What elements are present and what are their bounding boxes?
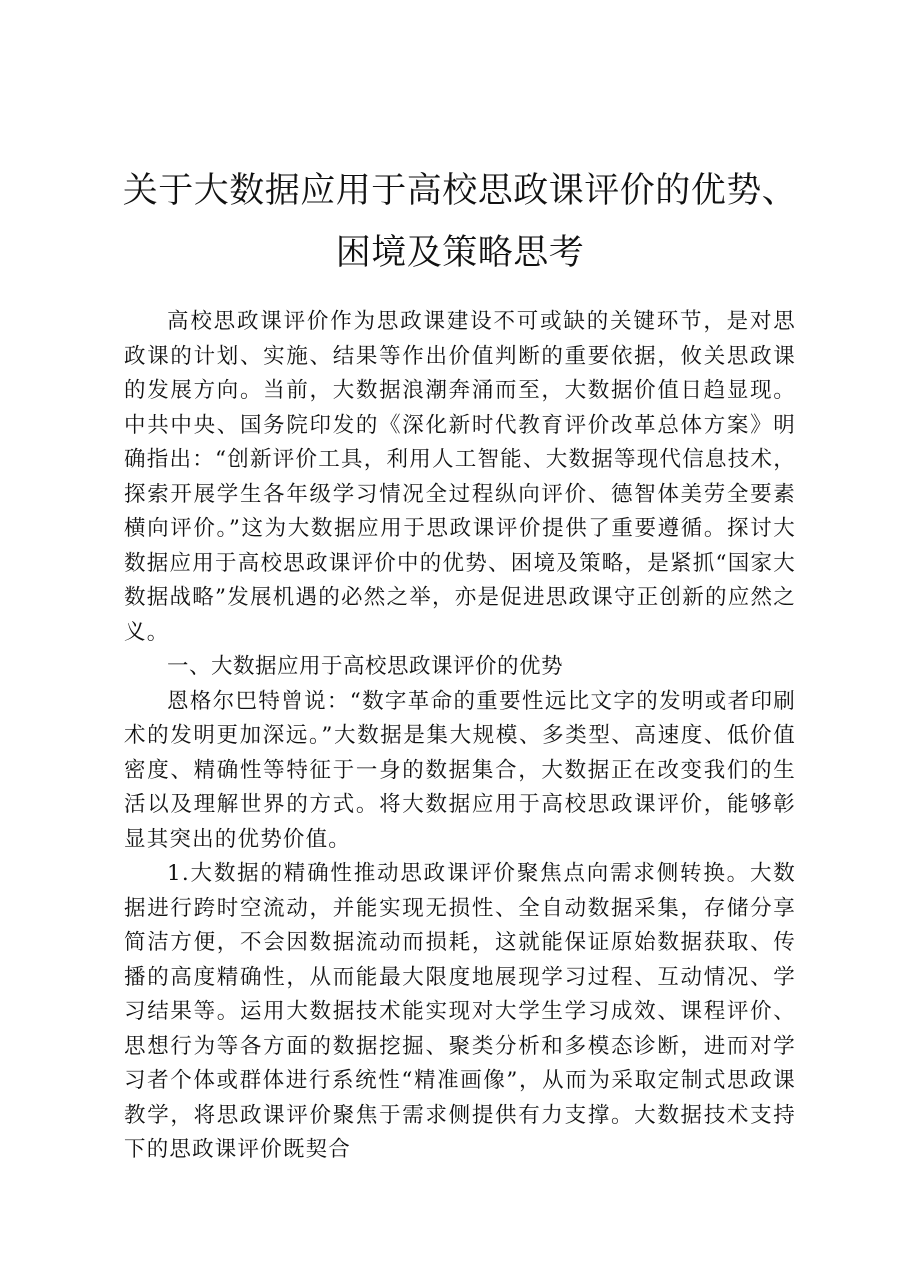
document-body	[124, 305, 796, 1168]
intro-paragraph: 高校思政课评价作为思政课建设不可或缺的关键环节，是对思政课的计划、实施、结果等作出价值判断的重要依据，攸关思政课的发展方向。当前，大数据浪潮奔涌而至，大数据价值日趋显现。中共中央、国务院印发的《深化新时代教育评价改革总体方案》明确指出：“创新评价工具，利用人工智能、大数据等现代信息技术，探索开展学生各年级学习情况全过程纵向评价、德智体美劳全要素横向评价。”这为大数据应用于思政课评价提供了重要遵循。探讨大数据应用于高校思政课评价中的优势、困境及策略，是紧抓“国家大数据战略”发展机遇的必然之举，亦是促进思政课守正创新的应然之义。	[124, 309, 796, 645]
document-title: 关于大数据应用于高校思政课评价的优势、困境及策略思考	[122, 171, 798, 273]
section-heading: 一、大数据应用于高校思政课评价的优势	[167, 654, 564, 679]
section-paragraph: 1.大数据的精确性推动思政课评价聚焦点向需求侧转换。大数据进行跨时空流动，并能实现无损性、全自动数据采集，存储分享简洁方便，不会因数据流动而损耗，这就能保证原始数据获取、传播的高度精确性，从而能最大限度地展现学习过程、互动情况、学习结果等。运用大数据技术能实现对大学生学习成效、课程评价、思想行为等各方面的数据挖掘、聚类分析和多模态诊断，进而对学习者个体或群体进行系统性“精准画像”，从而为采取定制式思政课教学，将思政课评价聚焦于需求侧提供有力支撑。大数据技术支持下的思政课评价既契合	[124, 861, 796, 1162]
section-paragraph: 恩格尔巴特曾说：“数字革命的重要性远比文字的发明或者印刷术的发明更加深远。”大数据是集大规模、多类型、高速度、低价值密度、精确性等特征于一身的数据集合，大数据正在改变我们的生活以及理解世界的方式。将大数据应用于高校思政课评价，能够彰显其突出的优势价值。	[124, 688, 796, 852]
